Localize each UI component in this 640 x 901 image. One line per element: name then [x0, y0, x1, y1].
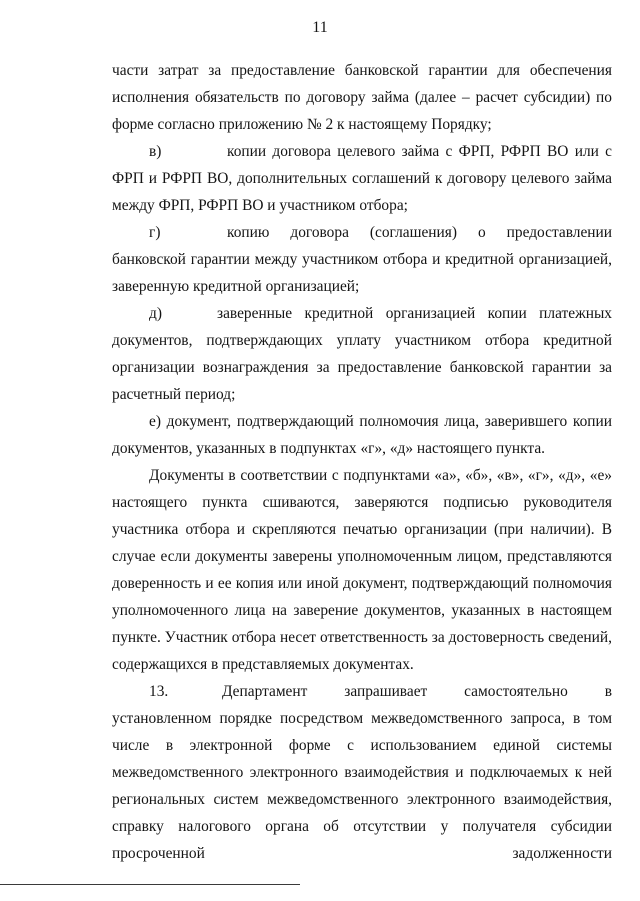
page-number: 11 — [312, 19, 328, 36]
paragraph-item-g — [112, 219, 612, 300]
item-text-g: копию договора (соглашения) о предоставлении банковской гарантии между участником отбора и кредитной организацией, заверенную кредитной организацией; — [112, 224, 612, 295]
footer-divider — [0, 884, 300, 885]
item-text-d: заверенные кредитной организацией копии платежных документов, подтверждающих уплату участником отбора кредитной организации вознаграждения за предоставление банковской гарантии за расчетный период; — [112, 305, 612, 403]
paragraph-item-e: е) документ, подтверждающий полномочия лица, заверившего копии документов, указанных в подпунктах «г», «д» настоящего пункта. — [112, 413, 612, 457]
paragraph-intro: части затрат за предоставление банковской гарантии для обеспечения исполнения обязательств по договору займа (далее – расчет субсидии) по форме согласно приложению № 2 к настоящему Порядку; — [112, 62, 612, 133]
paragraph-item-v — [112, 138, 612, 219]
paragraph-documents: Документы в соответствии с подпунктами «а», «б», «в», «г», «д», «е» настоящего пункта сшиваются, заверяются подписью руководителя участника отбора и скрепляются печатью организации (при наличии). В случае если документы заверены уполномоченным лицом, представляются доверенность и ее копия или иной документ, подтверждающий полномочия уполномоченного лица на заверение документов, указанных в настоящем пункте. Участник отбора несет ответственность за достоверность сведений, содержащихся в представляемых документах. — [112, 467, 612, 673]
item-label-d: д) — [149, 305, 162, 322]
document-body — [112, 57, 612, 867]
item-label-v: в) — [149, 143, 162, 160]
item-text-v: копии договора целевого займа с ФРП, РФРП ВО или с ФРП и РФРП ВО, дополнительных соглашений к договору целевого займа между ФРП, РФРП ВО и участником отбора; — [112, 143, 612, 214]
paragraph-13 — [112, 678, 612, 867]
item-label-g: г) — [149, 224, 161, 241]
paragraph-item-d — [112, 300, 612, 408]
item-text-13: Департамент запрашивает самостоятельно в установленном порядке посредством межведомственного запроса, в том числе в электронной форме с использованием единой системы межведомственного электронного взаимодействия и подключаемых к ней региональных систем межведомственного электронного взаимодействия, справку налогового органа об отсутствии у получателя субсидии просроченной задолженности — [112, 683, 612, 862]
item-label-13: 13. — [149, 683, 169, 700]
